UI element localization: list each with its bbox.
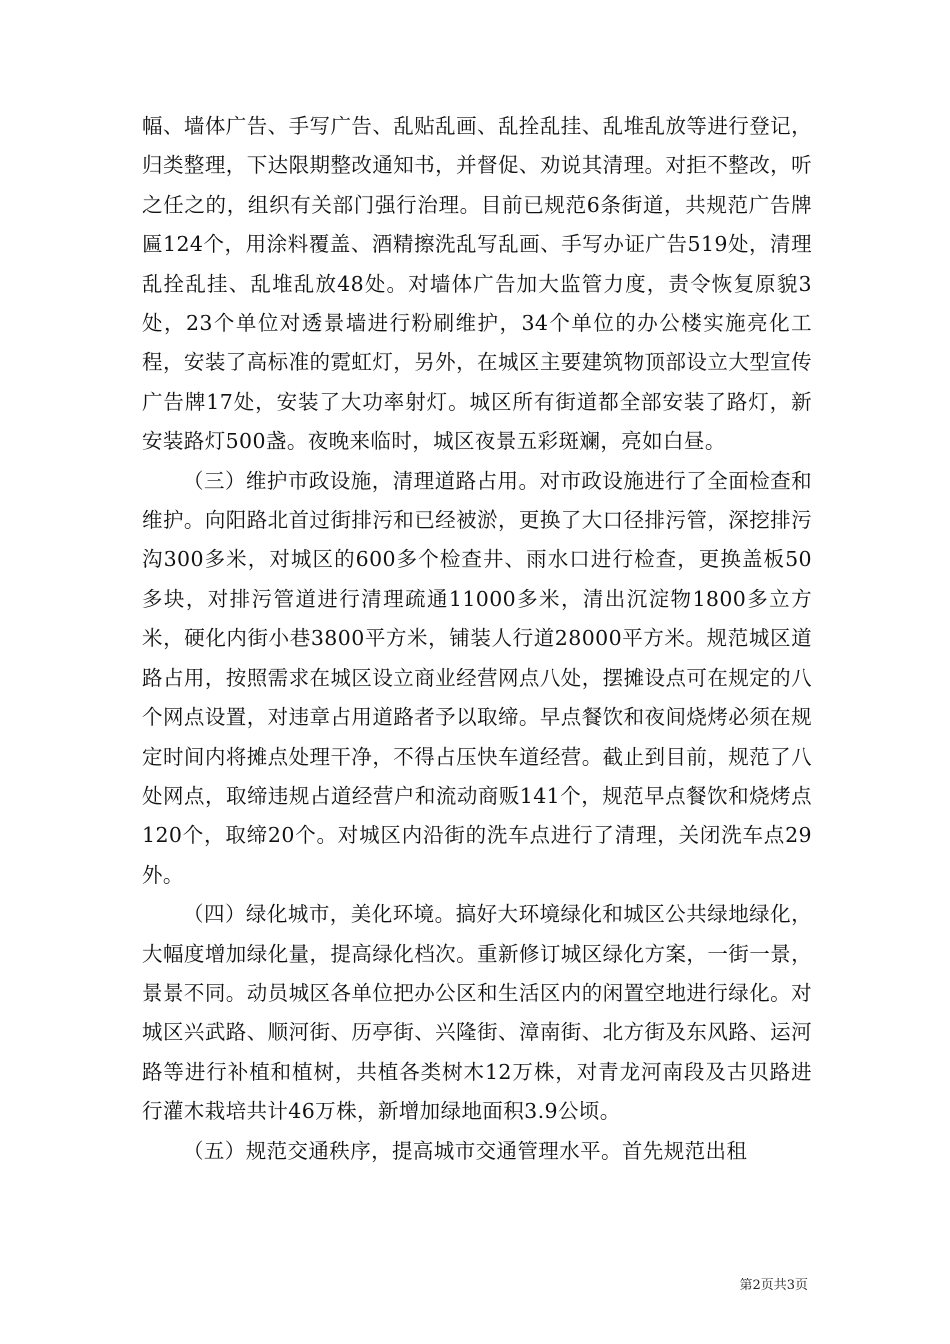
paragraph-section-three: （三）维护市政设施，清理道路占用。对市政设施进行了全面检查和维护。向阳路北首过街排污和已经被淤，更换了大口径排污管，深挖排污沟300多米，对城区的600多个检查井、雨水口进行检查，更换盖板50多块，对排污管道进行清理疏通11000多米，清出沉淀物1800多立方米，硬化内街小巷3800平方米，铺装人行道28000平方米。规范城区道路占用，按照需求在城区设立商业经营网点八处，摆摊设点可在规定的八个网点设置，对违章占用道路者予以取缔。早点餐饮和夜间烧烤必须在规定时间内将摊点处理干净，不得占压快车道经营。截止到目前，规范了八处网点，取缔违规占道经营户和流动商贩141个，规范早点餐饮和烧烤点120个，取缔20个。对城区内沿街的洗车点进行了清理，关闭洗车点29外。	[142, 468, 812, 887]
document-body	[142, 107, 812, 1171]
paragraph-section-five: （五）规范交通秩序，提高城市交通管理水平。首先规范出租	[183, 1138, 748, 1163]
paragraph-section-four: （四）绿化城市，美化环境。搞好大环境绿化和城区公共绿地绿化，大幅度增加绿化量，提高绿化档次。重新修订城区绿化方案，一街一景，景景不同。动员城区各单位把办公区和生活区内的闲置空地进行绿化。对城区兴武路、顺河街、历亭街、兴隆街、漳南街、北方街及东风路、运河路等进行补植和植树，共植各类树木12万株，对青龙河南段及古贝路进行灌木栽培共计46万株，新增加绿地面积3.9公顷。	[142, 902, 812, 1124]
paragraph-continuation: 幅、墙体广告、手写广告、乱贴乱画、乱拴乱挂、乱堆乱放等进行登记，归类整理，下达限期整改通知书，并督促、劝说其清理。对拒不整改，听之任之的，组织有关部门强行治理。目前已规范6条街道，共规范广告牌匾124个，用涂料覆盖、酒精擦洗乱写乱画、手写办证广告519处，清理乱拴乱挂、乱堆乱放48处。对墙体广告加大监管力度，责令恢复原貌3处，23个单位对透景墙进行粉刷维护，34个单位的办公楼实施亮化工程，安装了高标准的霓虹灯，另外，在城区主要建筑物顶部设立大型宣传广告牌17处，安装了大功率射灯。城区所有街道都全部安装了路灯，新安装路灯500盏。夜晚来临时，城区夜景五彩斑斓，亮如白昼。	[142, 114, 812, 454]
page-number: 第2页共3页	[739, 1278, 808, 1293]
